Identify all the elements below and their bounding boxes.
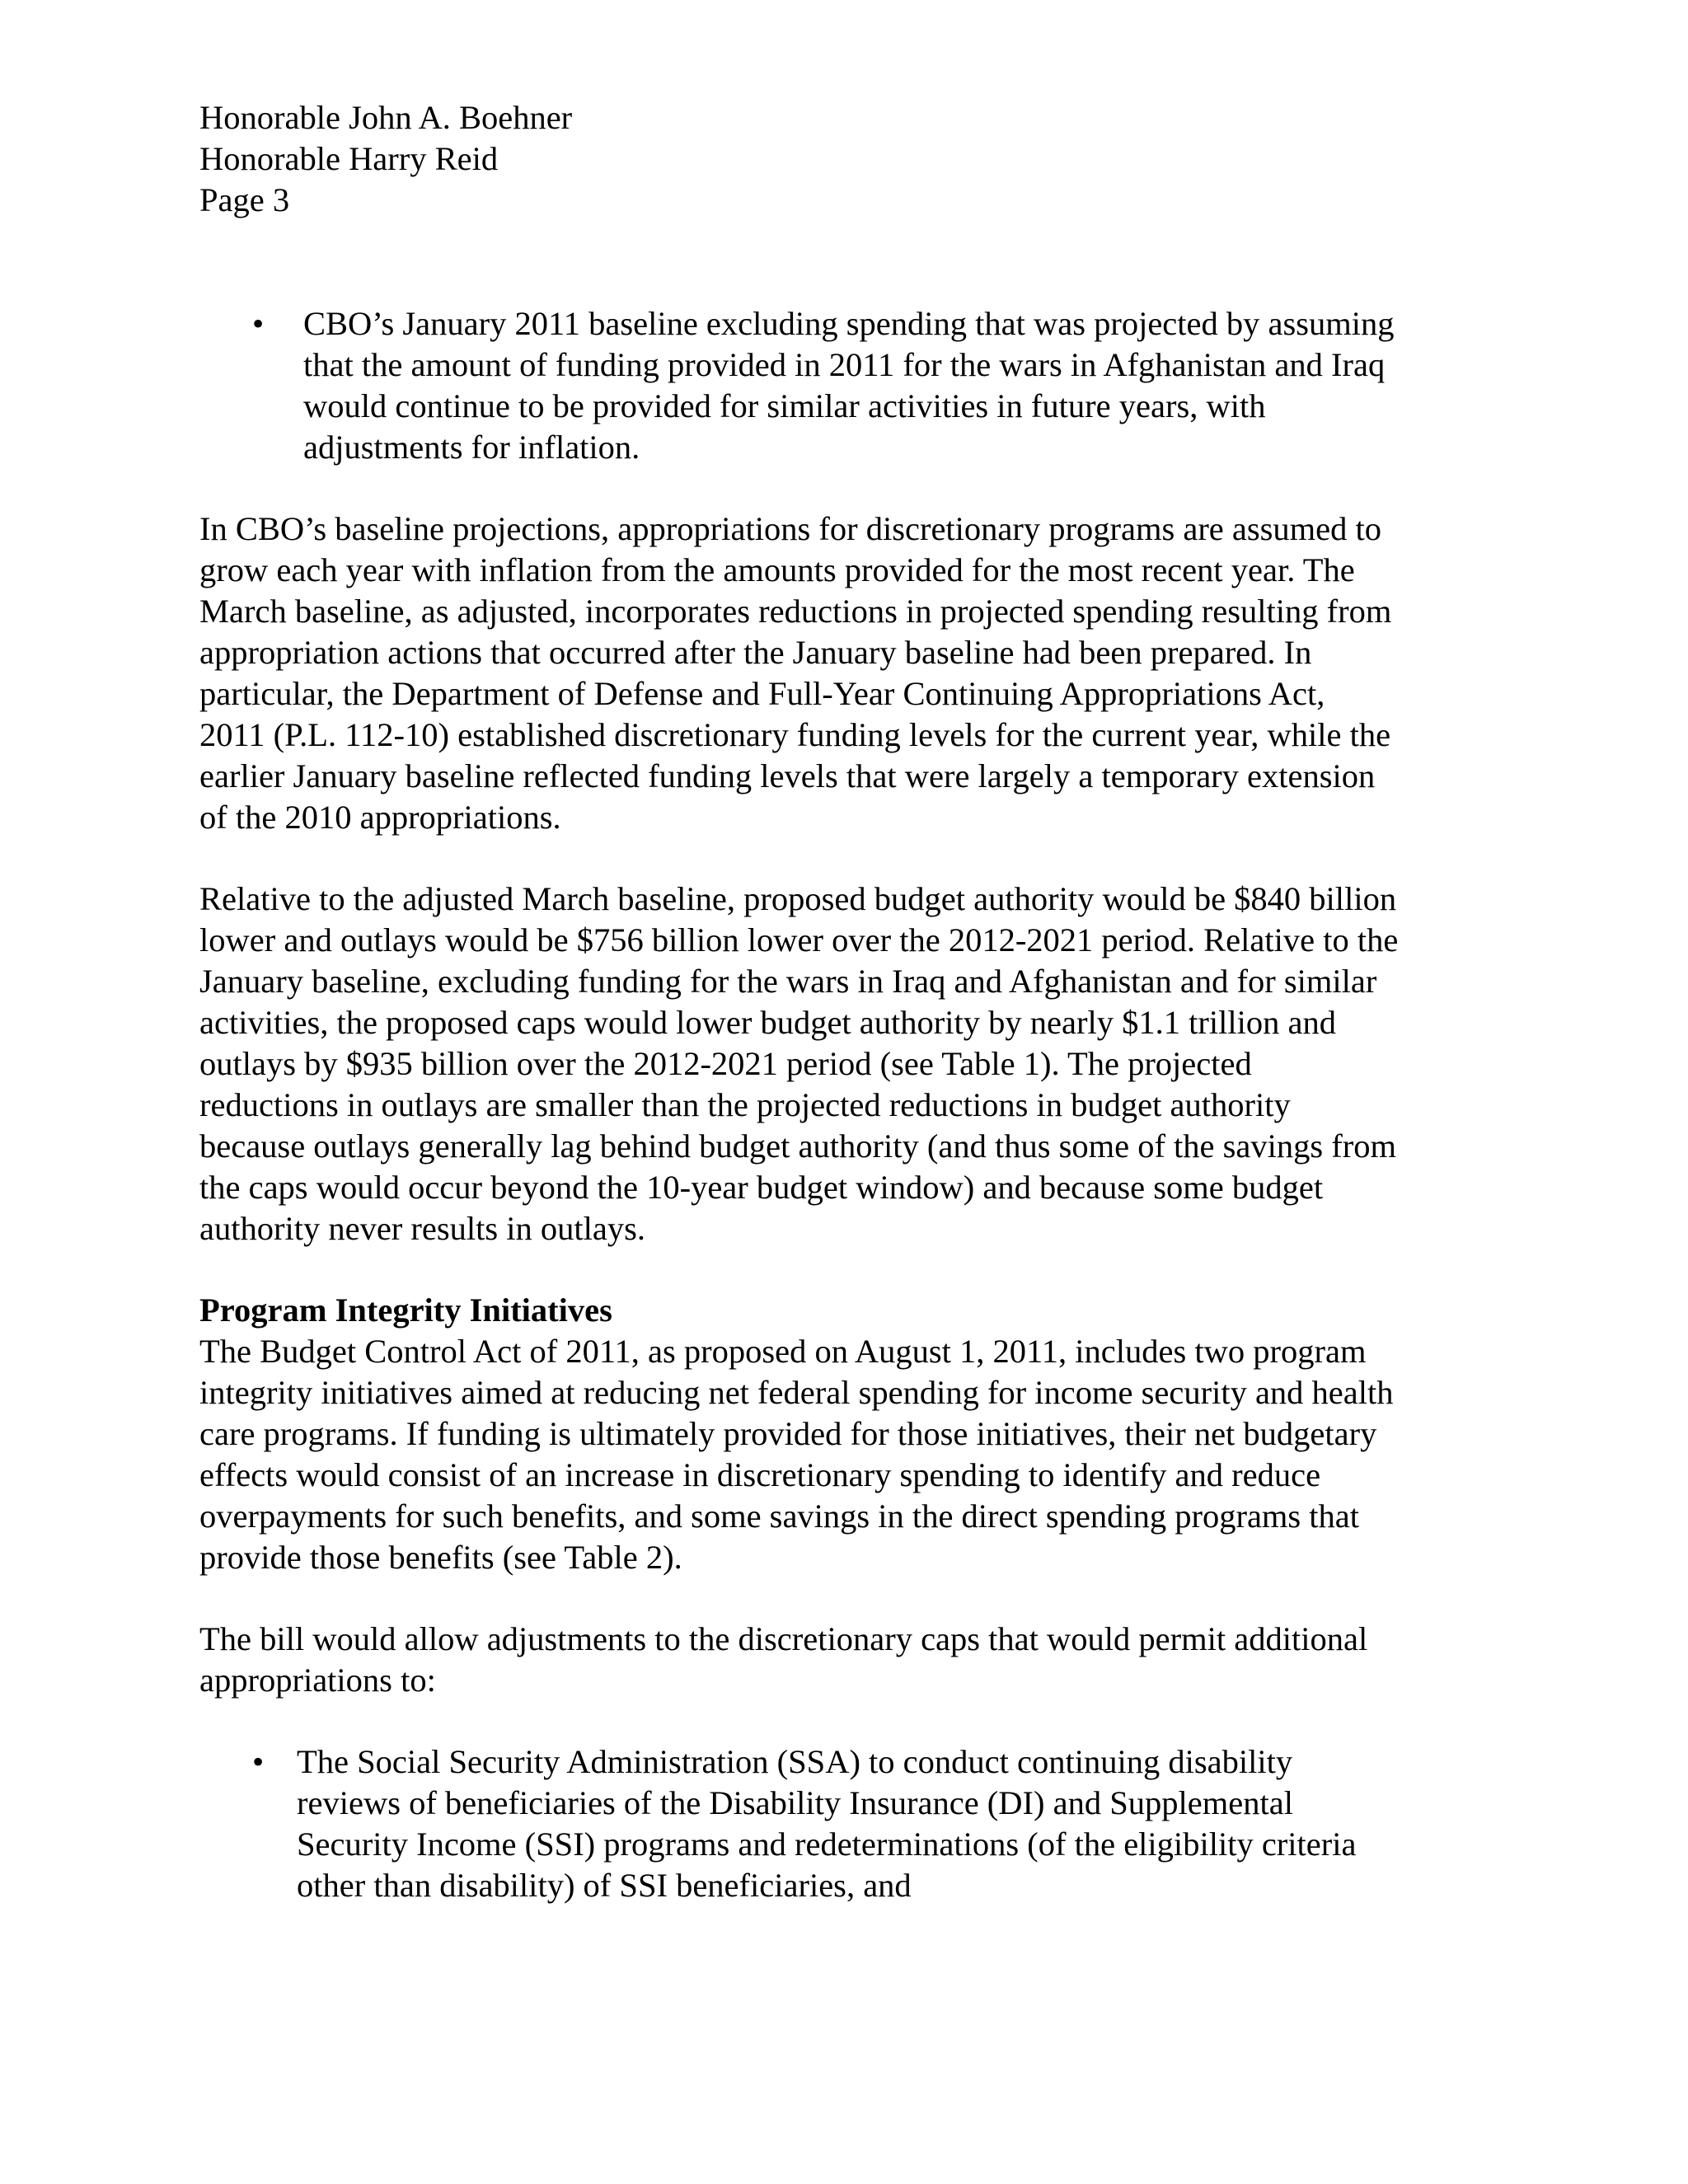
text-line: care programs. If funding is ultimately provided for those initiatives, their net budgetary: [199, 1415, 1377, 1452]
bullet-text: [303, 303, 1502, 468]
text-line: other than disability) of SSI beneficiaries, and: [297, 1867, 912, 1904]
adjustments-paragraph: [199, 1619, 1502, 1701]
text-line: In CBO’s baseline projections, appropriations for discretionary programs are assumed to: [199, 510, 1382, 547]
bullet-text: [297, 1741, 1502, 1906]
bullet-icon: •: [252, 305, 265, 342]
text-line: adjustments for inflation.: [303, 429, 640, 466]
text-line: March baseline, as adjusted, incorporates reductions in projected spending resulting from: [199, 593, 1392, 630]
text-line: The Budget Control Act of 2011, as proposed on August 1, 2011, includes two program: [199, 1333, 1367, 1370]
text-line: overpayments for such benefits, and some savings in the direct spending programs that: [199, 1497, 1360, 1535]
text-line: particular, the Department of Defense and Full-Year Continuing Appropriations Act,: [199, 675, 1325, 712]
text-line: earlier January baseline reflected funding levels that were largely a temporary extension: [199, 757, 1376, 794]
letter-page: [199, 97, 1502, 1906]
text-line: integrity initiatives aimed at reducing net federal spending for income security and health: [199, 1374, 1394, 1411]
text-line: appropriation actions that occurred after the January baseline had been prepared. In: [199, 634, 1312, 671]
text-line: January baseline, excluding funding for the wars in Iraq and Afghanistan and for similar: [199, 963, 1377, 1000]
baseline-projections-paragraph: [199, 509, 1502, 838]
text-line: The bill would allow adjustments to the discretionary caps that would permit additional: [199, 1620, 1368, 1657]
list-item: [199, 1741, 1502, 1906]
text-line: CBO’s January 2011 baseline excluding spending that was projected by assuming: [303, 305, 1395, 342]
text-line: effects would consist of an increase in discretionary spending to identify and reduce: [199, 1456, 1321, 1493]
text-line: that the amount of funding provided in 2011 for the wars in Afghanistan and Iraq: [303, 346, 1386, 383]
text-line: the caps would occur beyond the 10-year budget window) and because some budget: [199, 1169, 1324, 1206]
letter-header: [199, 97, 1502, 221]
text-line: because outlays generally lag behind budget authority (and thus some of the savings from: [199, 1127, 1397, 1165]
recipient-line-1: Honorable John A. Boehner: [199, 99, 573, 136]
budget-authority-paragraph: [199, 879, 1502, 1249]
text-line: outlays by $935 billion over the 2012-2021 period (see Table 1). The projected: [199, 1045, 1252, 1082]
section-heading: Program Integrity Initiatives: [199, 1291, 612, 1329]
appropriations-bullet-list: [199, 1741, 1502, 1906]
text-line: The Social Security Administration (SSA) to conduct continuing disability: [297, 1743, 1293, 1780]
text-line: lower and outlays would be $756 billion lower over the 2012-2021 period. Relative to the: [199, 921, 1399, 958]
bullet-icon: •: [252, 1743, 265, 1780]
text-line: grow each year with inflation from the amounts provided for the most recent year. The: [199, 551, 1355, 588]
text-line: 2011 (P.L. 112-10) established discretionary funding levels for the current year, while the: [199, 716, 1391, 753]
text-line: provide those benefits (see Table 2).: [199, 1539, 682, 1576]
text-line: of the 2010 appropriations.: [199, 799, 561, 836]
text-line: activities, the proposed caps would lower budget authority by nearly $1.1 trillion and: [199, 1004, 1336, 1041]
text-line: would continue to be provided for similar activities in future years, with: [303, 387, 1266, 424]
text-line: reductions in outlays are smaller than the projected reductions in budget authority: [199, 1086, 1291, 1123]
text-line: Relative to the adjusted March baseline, proposed budget authority would be $840 billion: [199, 880, 1397, 917]
list-item: [199, 303, 1502, 468]
program-integrity-section: [199, 1290, 1502, 1578]
recipient-line-2: Honorable Harry Reid: [199, 140, 499, 177]
page-number: Page 3: [199, 181, 290, 218]
text-line: authority never results in outlays.: [199, 1210, 646, 1247]
text-line: appropriations to:: [199, 1661, 436, 1699]
text-line: Security Income (SSI) programs and redeterminations (of the eligibility criteria: [297, 1825, 1357, 1863]
text-line: reviews of beneficiaries of the Disability Insurance (DI) and Supplemental: [297, 1784, 1293, 1821]
baseline-bullet-list: [199, 303, 1502, 468]
